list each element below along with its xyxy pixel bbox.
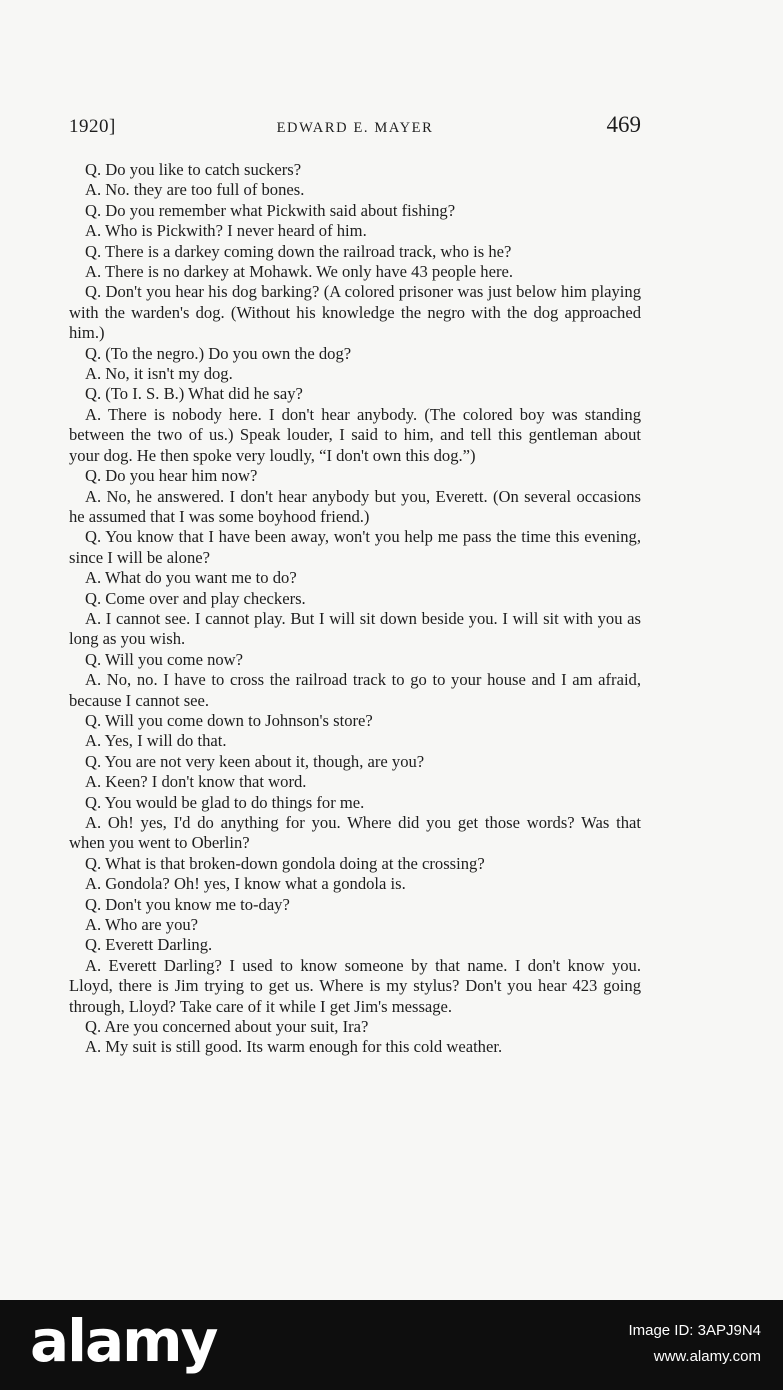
page-number: 469 [606, 112, 641, 137]
paragraph: A. No, no. I have to cross the railroad track to go to your house and I am afraid, because I cannot see. [69, 670, 641, 710]
header-author: EDWARD E. MAYER [276, 120, 434, 136]
running-head [69, 112, 641, 142]
paragraph: Q. Will you come down to Johnson's store? [85, 710, 373, 730]
paragraph: A. There is no darkey at Mohawk. We only have 43 people here. [85, 262, 513, 282]
paragraph: Q. (To I. S. B.) What did he say? [85, 384, 303, 404]
paragraph: Q. You know that I have been away, won't you help me pass the time this evening, since I will be alone? [69, 527, 641, 567]
paragraph: A. My suit is still good. Its warm enough for this cold weather. [85, 1037, 503, 1057]
paragraph: A. What do you want me to do? [85, 568, 297, 588]
paragraph: Q. (To the negro.) Do you own the dog? [85, 343, 352, 363]
paragraph: Q. There is a darkey coming down the railroad track, who is he? [85, 241, 512, 261]
paragraph: Q. Don't you know me to-day? [85, 894, 290, 914]
paragraph: A. Everett Darling? I used to know someone by that name. I don't know you. Lloyd, there is Jim trying to get us. Where is my stylus? Don't you hear 423 going through, Lloyd? Take care of it while I get Jim's message. [69, 955, 641, 1016]
paragraph: A. Keen? I don't know that word. [85, 772, 307, 792]
paragraph: Q. Do you like to catch suckers? [85, 160, 302, 179]
header-year: 1920] [69, 116, 116, 137]
paragraph: Q. Are you concerned about your suit, Ira? [85, 1017, 369, 1037]
paragraph: A. No, he answered. I don't hear anybody but you, Everett. (On several occasions he assumed that I was some boyhood friend.) [69, 486, 641, 526]
paragraph: A. I cannot see. I cannot play. But I will sit down beside you. I will sit with you as long as you wish. [69, 608, 641, 649]
watermark-banner [0, 1300, 783, 1390]
paragraph: Q. Do you hear him now? [85, 466, 258, 486]
paragraph: Q. Come over and play checkers. [85, 588, 306, 608]
image-id-label: Image ID: 3APJ9N4 [628, 1322, 761, 1339]
paragraph: Q. Don't you hear his dog barking? (A colored prisoner was just below him playing with the warden's dog. (Without his knowledge the negro with the dog approached him.) [69, 282, 641, 343]
paragraph: Q. Do you remember what Pickwith said about fishing? [85, 200, 456, 220]
watermark-info [628, 1318, 761, 1370]
paragraph: A. Oh! yes, I'd do anything for you. Where did you get those words? Was that when you went to Oberlin? [69, 813, 641, 853]
alamy-logo: alamy [30, 1307, 217, 1375]
paragraph: Q. Everett Darling. [85, 935, 213, 955]
paragraph: A. Who is Pickwith? I never heard of him. [85, 221, 367, 241]
paragraph: A. There is nobody here. I don't hear anybody. (The colored boy was standing between the two of us.) Speak louder, I said to him, and tell this gentleman about your dog. He then spoke very loudly, “I don't own this dog.”) [69, 404, 641, 465]
paragraph: A. No, it isn't my dog. [85, 364, 233, 384]
paragraph: Q. You are not very keen about it, though, are you? [85, 751, 425, 771]
paragraph: A. Who are you? [85, 915, 199, 935]
paragraph: A. Yes, I will do that. [85, 731, 227, 751]
body-text [69, 160, 641, 1058]
paragraph: Q. You would be glad to do things for me. [85, 792, 365, 812]
paragraph: A. Gondola? Oh! yes, I know what a gondola is. [85, 874, 406, 894]
paragraph: Q. What is that broken-down gondola doing at the crossing? [85, 853, 485, 873]
paragraph: Q. Will you come now? [85, 649, 244, 669]
site-url: www.alamy.com [653, 1348, 761, 1365]
paragraph: A. No. they are too full of bones. [85, 180, 305, 200]
